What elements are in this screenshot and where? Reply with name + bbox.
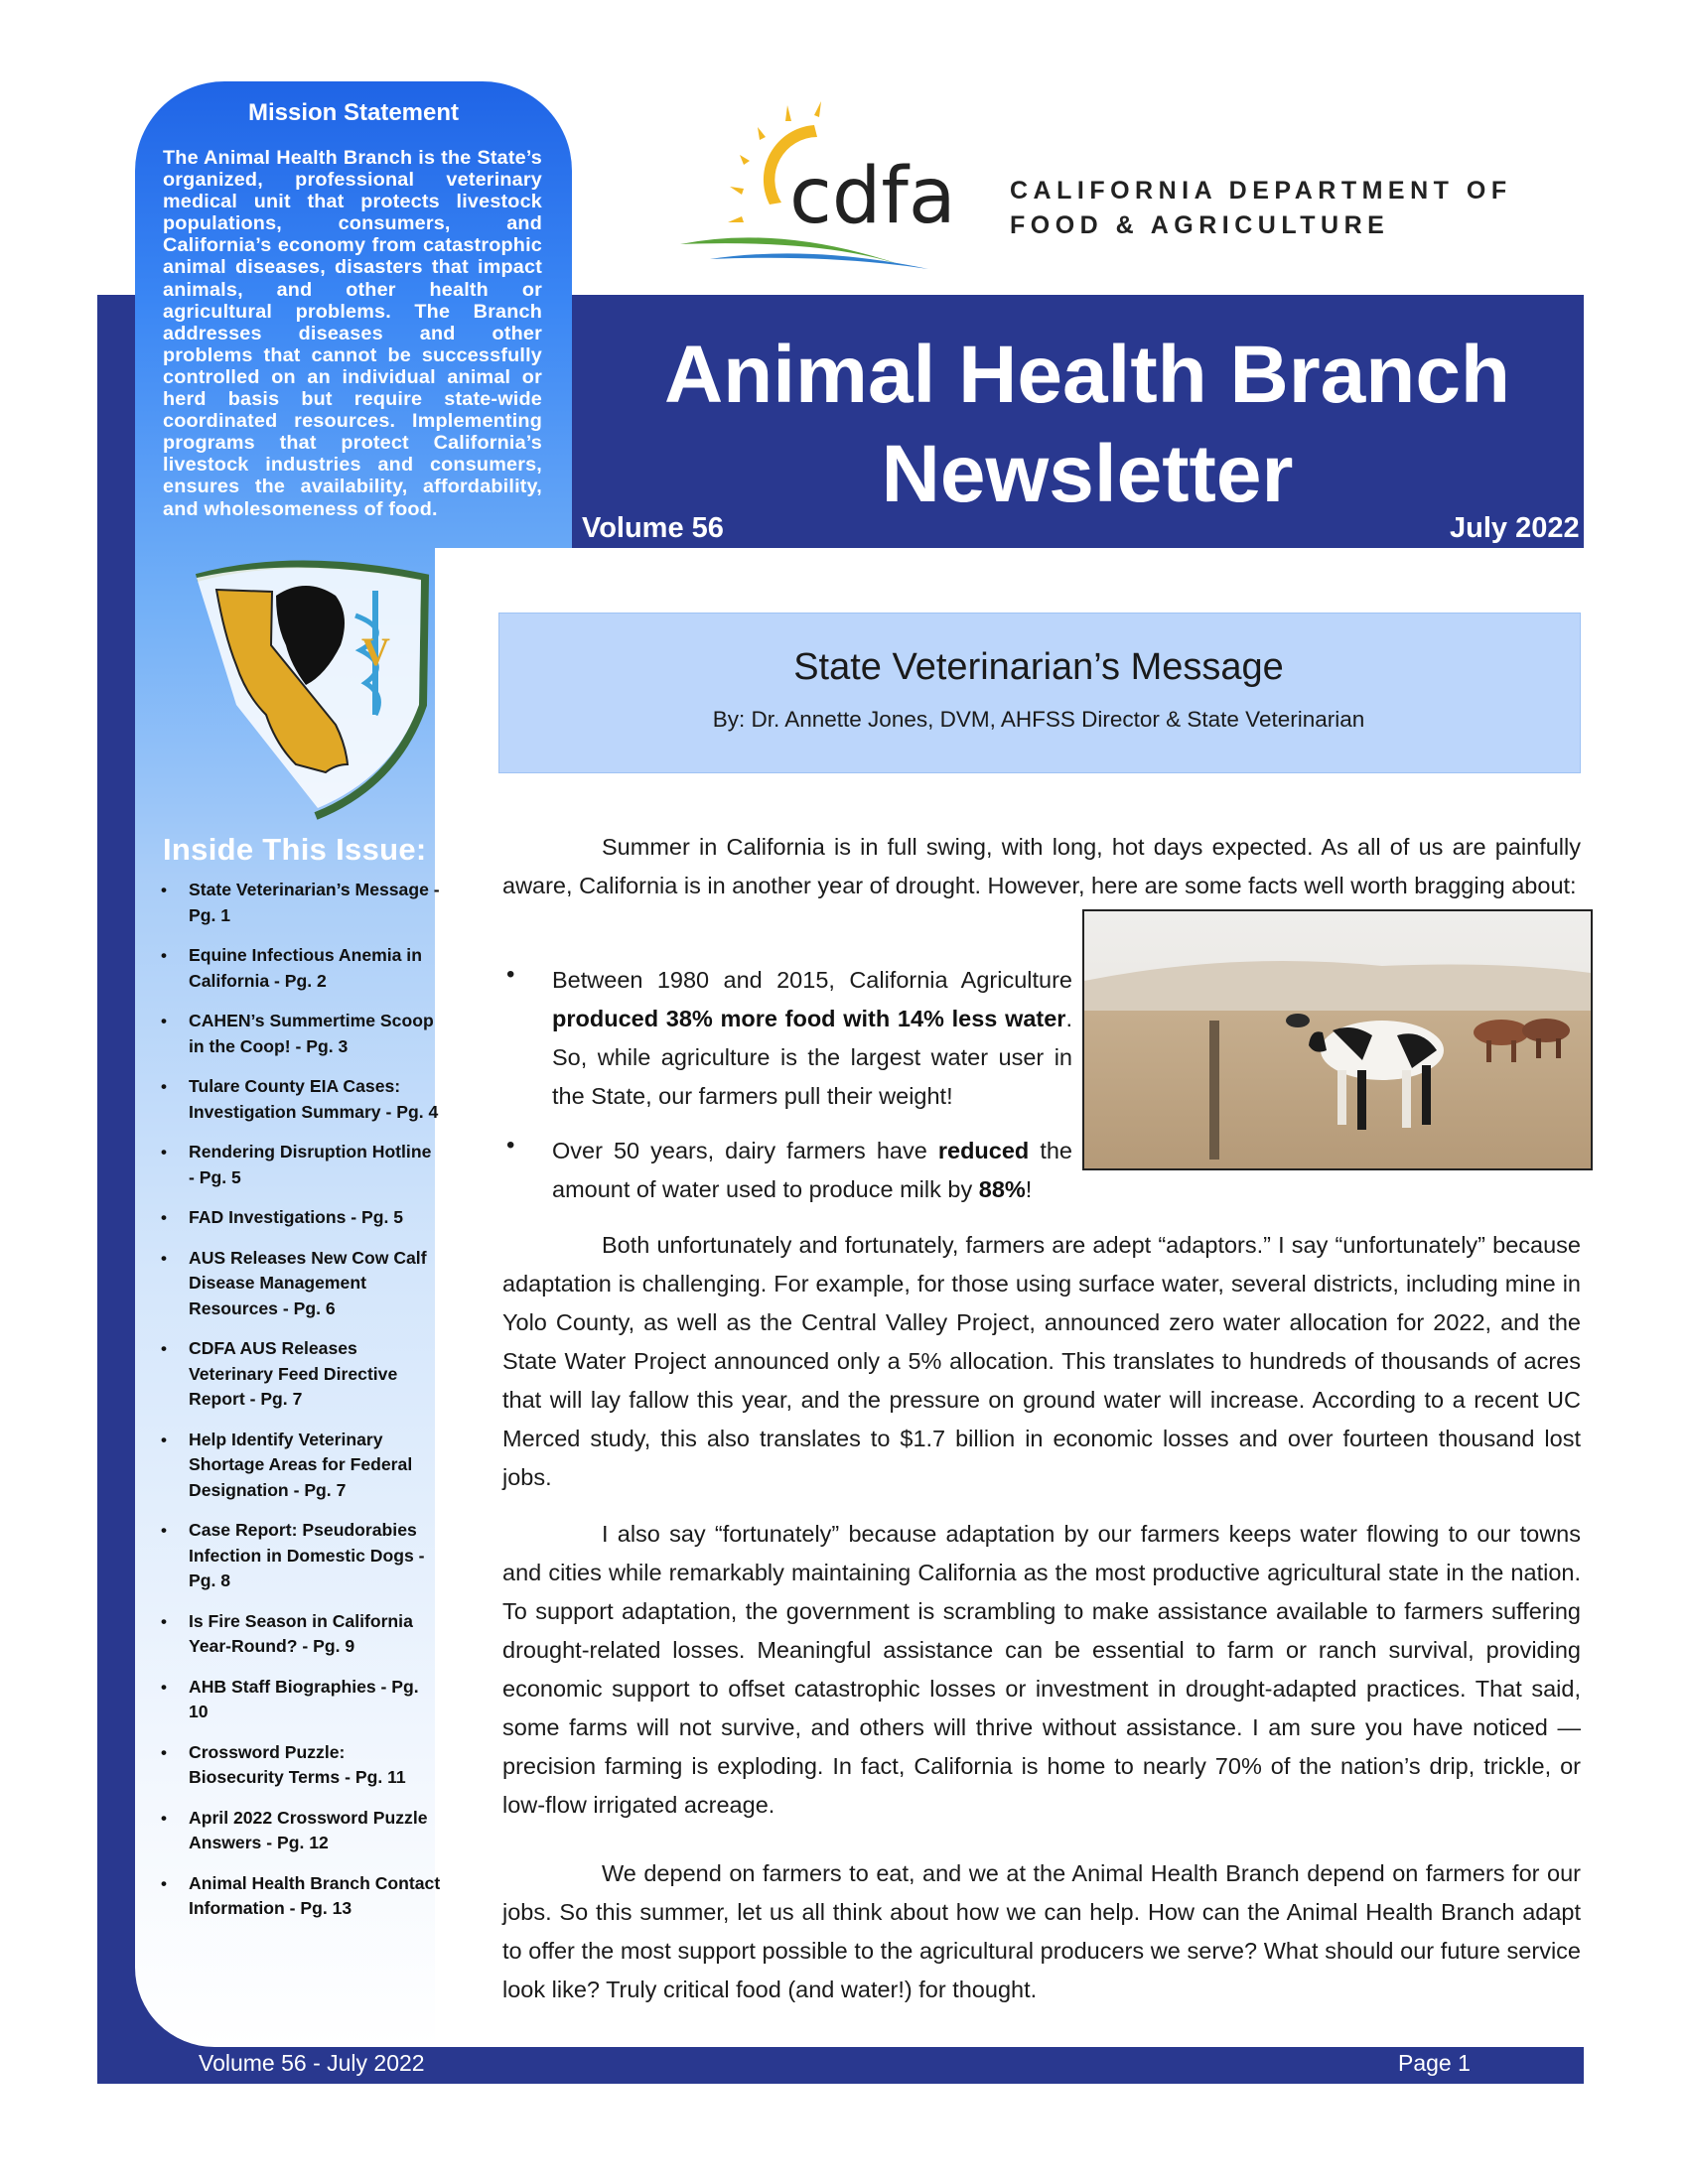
animal-health-branch-badge [177,556,435,824]
newsletter-title: Animal Health Branch Newsletter [663,330,1511,519]
toc-item: • Case Report: Pseudorabies Infection in Domestic Dogs - Pg. 8 [159,1518,442,1594]
toc-item: • FAD Investigations - Pg. 5 [159,1205,442,1231]
message-title: State Veterinarian’s Message [793,646,1284,688]
issue-date: July 2022 [1450,512,1580,544]
bullet-icon: • [506,1132,515,1159]
toc-item: • April 2022 Crossword Puzzle Answers - Pg. 12 [159,1806,442,1856]
mission-statement-text: The Animal Health Branch is the State’s organized, professional veterinary medical unit that protects livestock populations, consumers, and California’s economy from catastrophic animal diseases, disasters that impact animals, and other health or agricultural problems. The Branch addresses diseases and other problems that cannot be successfully controlled on an individual animal or herd basis but require state-wide coordinated resources. Implementing programs that protect California’s livestock industries and consumers, ensures the availability, affordability, and wholesomeness of food. [163,147,542,520]
bullet-icon: • [506,961,515,988]
bullet-item: Between 1980 and 2015, California Agriculture produced 38% more food with 14% less water. So, while agriculture is the largest water user in the State, our farmers pull their weight! [552,967,1072,1109]
toc-item: • Help Identify Veterinary Shortage Areas for Federal Designation - Pg. 7 [159,1428,442,1504]
dairy-cows-photo [1082,909,1593,1170]
toc-item: • Equine Infectious Anemia in California - Pg. 2 [159,943,442,994]
footer-volume-date: Volume 56 - July 2022 [199,2050,425,2076]
cdfa-logo [670,95,988,284]
message-byline: By: Dr. Annette Jones, DVM, AHFSS Director & State Veterinarian [712,707,1365,732]
toc-item: • Rendering Disruption Hotline - Pg. 5 [159,1140,442,1190]
mission-statement-title: Mission Statement [247,99,460,126]
svg-text:V: V [361,629,390,674]
toc-item: • Tulare County EIA Cases: Investigation Summary - Pg. 4 [159,1074,442,1125]
toc-item: • Is Fire Season in California Year-Round? - Pg. 9 [159,1609,442,1660]
cdfa-logo-text: cdfa [789,152,956,241]
table-of-contents [159,878,442,1937]
message-header-box [498,613,1581,773]
toc-item: • State Veterinarian’s Message - Pg. 1 [159,878,442,928]
toc-item: • CDFA AUS Releases Veterinary Feed Directive Report - Pg. 7 [159,1336,442,1413]
bullet-item: Over 50 years, dairy farmers have reduced the amount of water used to produce milk by 88%! [552,1138,1072,1202]
toc-item: • Crossword Puzzle: Biosecurity Terms - Pg. 11 [159,1740,442,1791]
body-paragraph: I also say “fortunately” because adaptation by our farmers keeps water flowing to our towns and cities while remarkably maintaining California as the most productive agricultural state in the nation. To support adaptation, the government is scrambling to make assistance available to farmers suffering drought-related losses. Meaningful assistance can be essential to farm or ranch survival, providing economic support to offset catastrophic losses or investment in drought-adapted practices. That said, some farms will not survive, and others will thrive without assistance. I am sure you have noticed — precision farming is exploding. In fact, California is home to nearly 70% of the nation’s drip, trickle, or low-flow irrigated acreage. [502,1521,1581,1818]
toc-item: • CAHEN’s Summertime Scoop in the Coop! - Pg. 3 [159,1009,442,1059]
inside-this-issue-title: Inside This Issue: [163,832,427,867]
toc-item: • AUS Releases New Cow Calf Disease Management Resources - Pg. 6 [159,1246,442,1322]
toc-item: • Animal Health Branch Contact Information - Pg. 13 [159,1871,442,1922]
body-paragraph: Summer in California is in full swing, with long, hot days expected. As all of us are painfully aware, California is in another year of drought. However, here are some facts well worth bragging about: [502,834,1581,898]
body-paragraph: We depend on farmers to eat, and we at the Animal Health Branch depend on farmers for our jobs. So this summer, let us all think about how we can help. How can the Animal Health Branch adapt to offer the most support possible to the agricultural producers we serve? What should our future service look like? Truly critical food (and water!) for thought. [502,1860,1581,2002]
body-paragraph: Both unfortunately and fortunately, farmers are adept “adaptors.” I say “unfortunately” because adaptation is challenging. For example, for those using surface water, several districts, including mine in Yolo County, as well as the Central Valley Project, announced zero water allocation for 2022, and the State Water Project announced only a 5% allocation. This translates to hundreds of thousands of acres that will lay fallow this year, and the pressure on ground water will increase. According to a recent UC Merced study, this also translates to $1.7 billion in economic losses and over fourteen thousand lost jobs. [502,1232,1581,1490]
volume-label: Volume 56 [582,512,724,544]
toc-item: • AHB Staff Biographies - Pg. 10 [159,1675,442,1725]
department-name: CALIFORNIA DEPARTMENT OF FOOD & AGRICULTURE [1010,177,1512,239]
footer-page-number: Page 1 [1398,2050,1471,2076]
